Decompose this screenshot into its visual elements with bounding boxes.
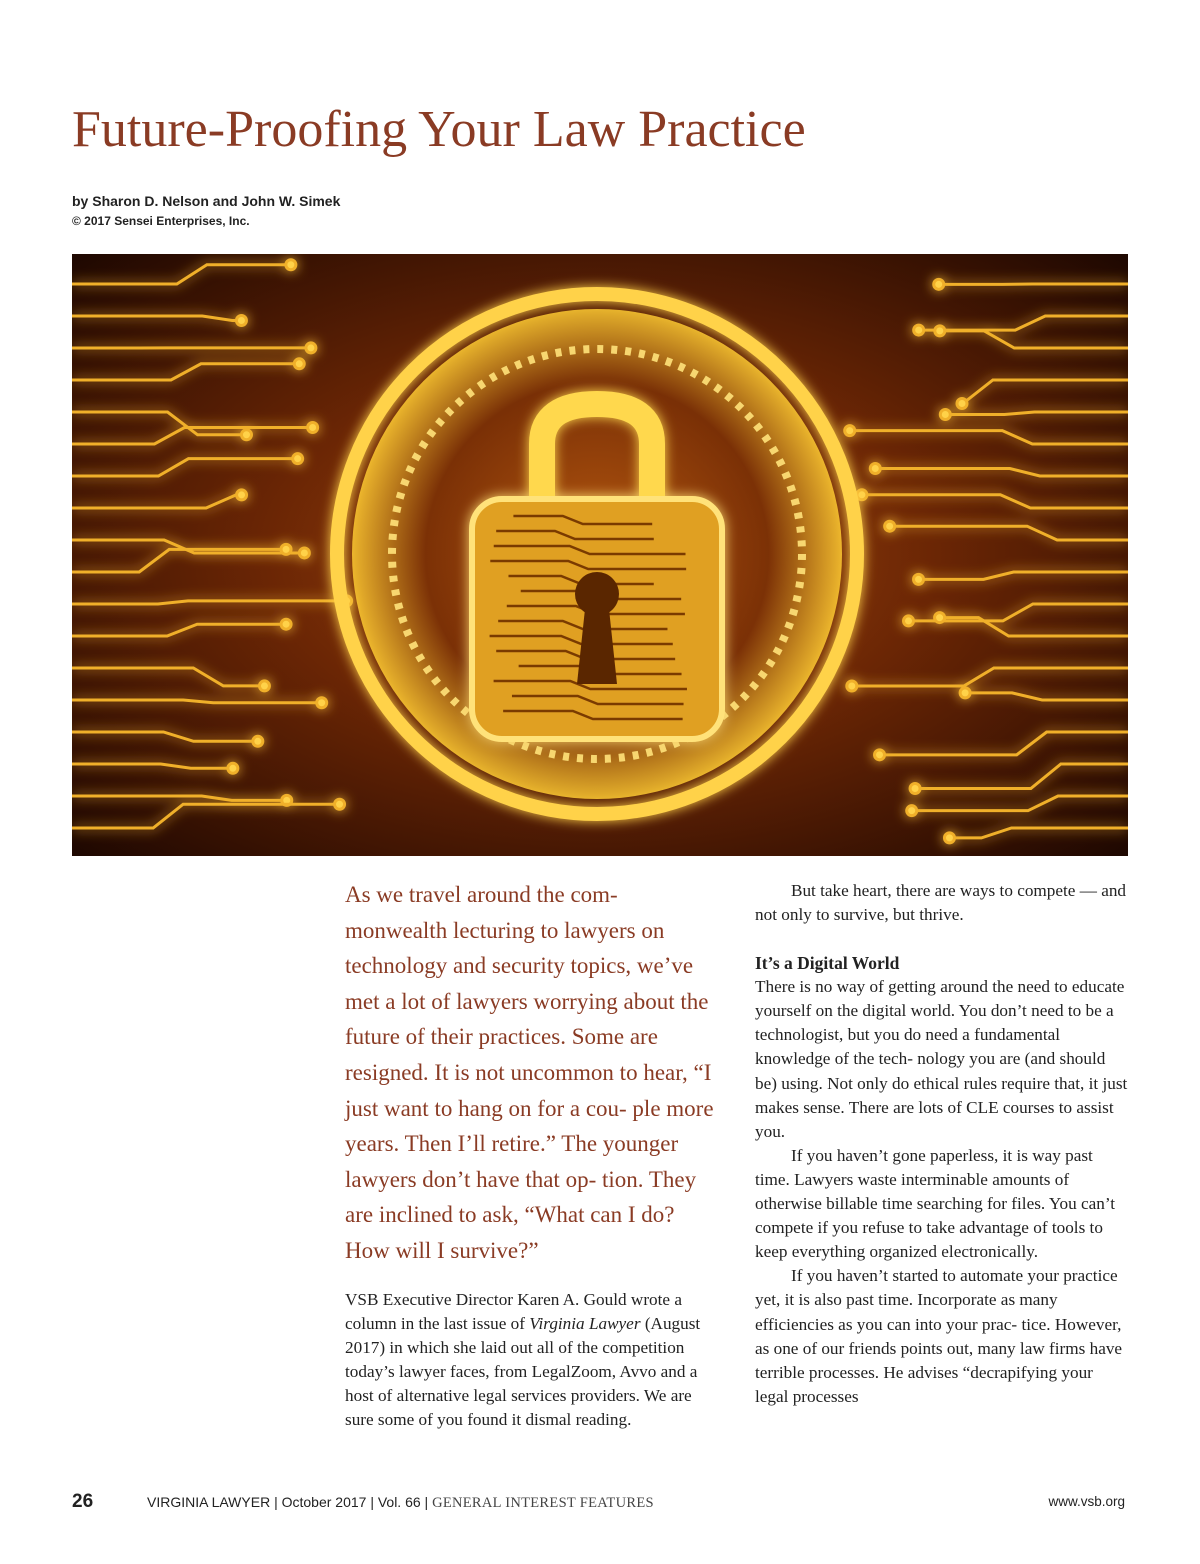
circuit-node — [914, 574, 924, 584]
circuit-node — [944, 833, 954, 843]
byline: by Sharon D. Nelson and John W. Simek — [72, 193, 341, 209]
text-span: (August 2017) in which she laid out all of the competition today’s lawyer faces, from LegalZoom, Avvo and a host of alternative legal services providers. We are sure some of you found it dismal reading. — [345, 1314, 701, 1430]
circuit-node — [885, 521, 895, 531]
circuit-node — [910, 784, 920, 794]
circuit-node — [934, 279, 944, 289]
circuit-node — [308, 423, 318, 433]
circuit-node — [253, 736, 263, 746]
circuit-node — [935, 326, 945, 336]
body-paragraph — [345, 1288, 717, 1433]
footer-masthead — [147, 1494, 654, 1512]
circuit-node — [875, 750, 885, 760]
circuit-node — [857, 490, 867, 500]
body-paragraph: If you haven’t started to automate your practice yet, it is also past time. Incorporate as many efficiencies as you can into your prac- tice. However, as one of our friends points out, many law firms have terrible processes. He advises “decrapifying your legal processes — [755, 1266, 1123, 1406]
section-heading: It’s a Digital World — [755, 953, 900, 974]
circuit-node — [236, 315, 246, 325]
circuit-node — [845, 426, 855, 436]
masthead-text: VIRGINIA LAWYER | October 2017 | Vol. 66 | — [147, 1494, 433, 1510]
circuit-node — [286, 260, 296, 270]
circuit-node — [228, 763, 238, 773]
lead-paragraph-column — [345, 877, 715, 1269]
copyright-notice: © 2017 Sensei Enterprises, Inc. — [72, 214, 250, 228]
circuit-node — [294, 359, 304, 369]
circuit-node — [935, 613, 945, 623]
circuit-node — [293, 454, 303, 464]
body-paragraph: If you haven’t gone paperless, it is way past time. Lawyers waste interminable amounts of otherwise billable time searching for files. You can’t compete if you refuse to take advantage of tools to keep everything organized electronically. — [755, 1145, 1116, 1262]
page-number: 26 — [72, 1491, 94, 1512]
circuit-node — [960, 688, 970, 698]
circuit-node — [281, 619, 291, 629]
circuit-node — [907, 806, 917, 816]
hero-image — [72, 254, 1128, 856]
circuit-node — [259, 681, 269, 691]
circuit-node — [317, 698, 327, 708]
body-paragraph: But take heart, there are ways to compete — and not only to survive, but thrive. — [755, 881, 1127, 925]
publication-name: Virginia Lawyer — [529, 1314, 641, 1334]
body-column-left — [345, 1288, 717, 1433]
padlock-circuit-illustration — [72, 254, 1128, 856]
section-name: GENERAL INTEREST FEATURES — [432, 1495, 654, 1511]
body-paragraph: There is no way of getting around the need to educate yourself on the digital world. You don’t need to be a technologist, but you do need a fundamental knowledge of the tech- nology you are (and should be) using. Not only do ethical rules require that, it just makes sense. There are lots of CLE courses to assist you. — [755, 977, 1128, 1141]
circuit-node — [241, 430, 251, 440]
circuit-node — [904, 616, 914, 626]
circuit-node — [335, 799, 345, 809]
circuit-node — [237, 490, 247, 500]
circuit-node — [847, 681, 857, 691]
circuit-node — [957, 398, 967, 408]
circuit-node — [914, 325, 924, 335]
circuit-node — [940, 410, 950, 420]
body-column-right — [755, 879, 1130, 1409]
article-title: Future-Proofing Your Law Practice — [72, 101, 806, 158]
circuit-node — [306, 343, 316, 353]
footer-url: www.vsb.org — [1048, 1494, 1125, 1509]
circuit-node — [870, 464, 880, 474]
text-span: VSB Executive Director Karen A. Gould wrote a column in the last issue of — [345, 1290, 682, 1334]
circuit-node — [299, 548, 309, 558]
circuit-node — [281, 544, 291, 554]
lead-paragraph: As we travel around the com- monwealth lecturing to lawyers on technology and security topics, we’ve met a lot of lawyers worrying about the future of their practices. Some are resigned. It is not uncommon to hear, “I just want to hang on for a cou- ple more years. Then I’ll retire.” The younger lawyers don’t have that op- tion. They are inclined to ask, “What can I do? How will I survive?” — [345, 882, 714, 1263]
